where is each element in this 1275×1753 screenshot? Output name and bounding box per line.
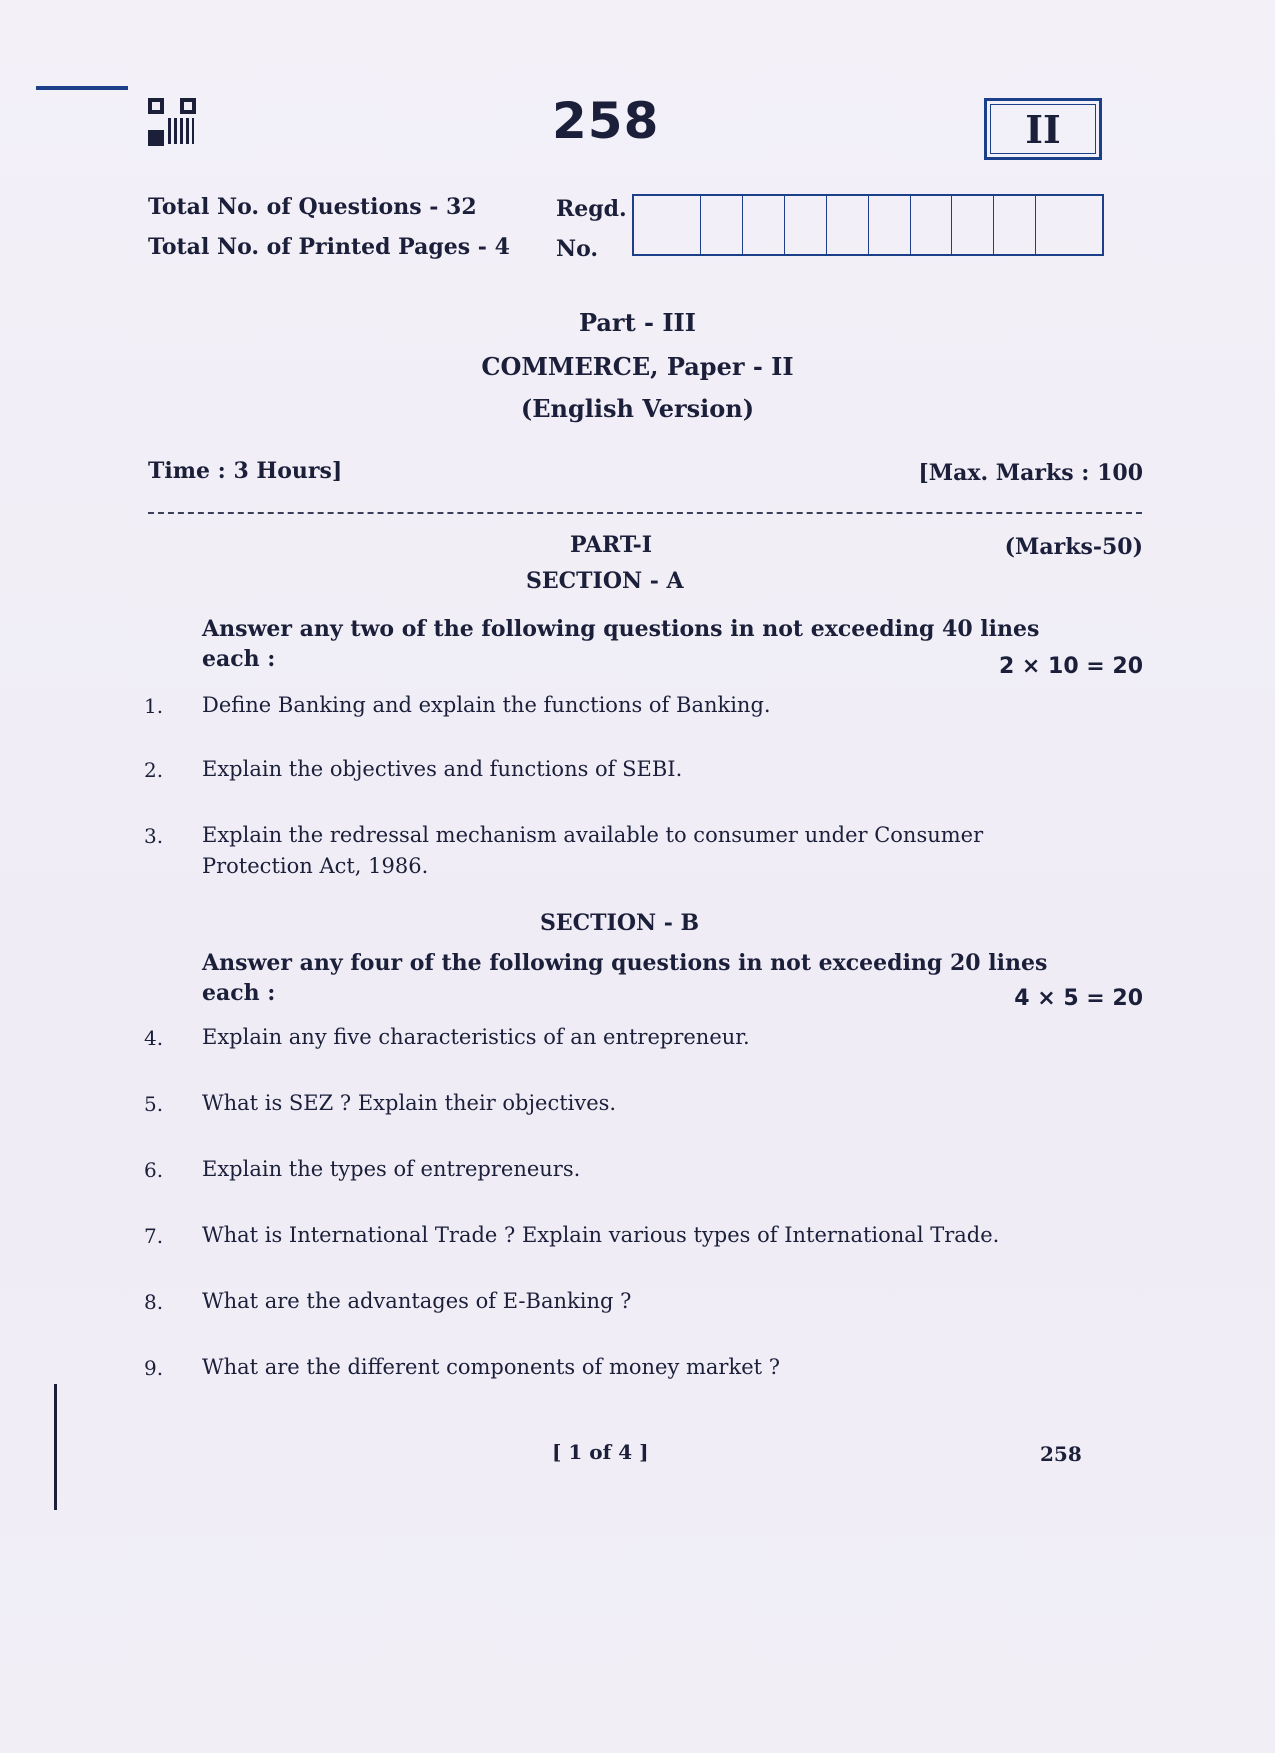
version-box: II bbox=[984, 98, 1102, 160]
question-text: Explain any five characteristics of an entrepreneur. bbox=[202, 1025, 750, 1049]
section-b-instruction: Answer any four of the following questions in not exceeding 20 lines each : bbox=[202, 950, 1048, 1006]
question-number: 5. bbox=[144, 1092, 164, 1116]
question-number: 6. bbox=[144, 1158, 164, 1182]
reg-box-cell[interactable] bbox=[785, 196, 827, 254]
reg-box-cell[interactable] bbox=[701, 196, 743, 254]
question-number: 7. bbox=[144, 1224, 164, 1248]
reg-box-cell[interactable] bbox=[994, 196, 1036, 254]
section-a-instruction: Answer any two of the following questions in not exceeding 40 lines each : bbox=[202, 616, 1040, 672]
edge-mark bbox=[36, 86, 128, 90]
page-indicator: [ 1 of 4 ] bbox=[552, 1440, 649, 1464]
question-number: 3. bbox=[144, 824, 164, 848]
margin-mark bbox=[54, 1384, 57, 1510]
question-text: Explain the redressal mechanism available to consumer under Consumer Protection Act, 1986. bbox=[202, 823, 984, 878]
question-number: 4. bbox=[144, 1026, 164, 1050]
reg-box-cell[interactable] bbox=[743, 196, 785, 254]
reg-box-cell[interactable] bbox=[1036, 196, 1102, 254]
reg-box-cell[interactable] bbox=[827, 196, 869, 254]
divider bbox=[148, 512, 1142, 514]
section-b-heading: SECTION - B bbox=[540, 910, 700, 936]
part-one-label: PART-I bbox=[570, 532, 653, 558]
subject-title: COMMERCE, Paper - II bbox=[481, 352, 794, 381]
reg-box-cell[interactable] bbox=[911, 196, 953, 254]
max-marks: [Max. Marks : 100 bbox=[918, 460, 1143, 486]
qr-code-icon bbox=[148, 98, 196, 146]
footer-paper-code: 258 bbox=[1040, 1442, 1082, 1466]
total-questions: Total No. of Questions - 32 bbox=[148, 194, 477, 220]
section-a-scoring: 2 × 10 = 20 bbox=[998, 654, 1143, 679]
regd-no-label: No. bbox=[556, 236, 599, 262]
section-b-scoring: 4 × 5 = 20 bbox=[1014, 986, 1143, 1011]
question-text: Explain the objectives and functions of SEBI. bbox=[202, 757, 683, 781]
registration-number-boxes[interactable] bbox=[632, 194, 1104, 256]
question-number: 9. bbox=[144, 1356, 164, 1380]
question-number: 1. bbox=[144, 694, 164, 718]
part-title: Part - III bbox=[578, 308, 697, 337]
question-text: What are the advantages of E-Banking ? bbox=[202, 1289, 632, 1313]
section-a-heading: SECTION - A bbox=[526, 568, 684, 594]
reg-box-cell[interactable] bbox=[869, 196, 911, 254]
part-one-marks: (Marks-50) bbox=[1004, 534, 1143, 560]
question-text: What are the different components of money market ? bbox=[202, 1355, 780, 1379]
total-pages: Total No. of Printed Pages - 4 bbox=[148, 234, 510, 260]
paper-code: 258 bbox=[552, 92, 660, 150]
question-text: Explain the types of entrepreneurs. bbox=[202, 1157, 581, 1181]
question-number: 8. bbox=[144, 1290, 164, 1314]
language-version: (English Version) bbox=[520, 394, 755, 423]
reg-box-cell[interactable] bbox=[952, 196, 994, 254]
question-number: 2. bbox=[144, 758, 164, 782]
reg-box-cell[interactable] bbox=[634, 196, 701, 254]
regd-label: Regd. bbox=[556, 196, 627, 222]
exam-time: Time : 3 Hours] bbox=[148, 458, 343, 484]
question-text: What is International Trade ? Explain various types of International Trade. bbox=[202, 1223, 1000, 1247]
question-text: What is SEZ ? Explain their objectives. bbox=[202, 1091, 617, 1115]
question-text: Define Banking and explain the functions of Banking. bbox=[202, 693, 771, 717]
